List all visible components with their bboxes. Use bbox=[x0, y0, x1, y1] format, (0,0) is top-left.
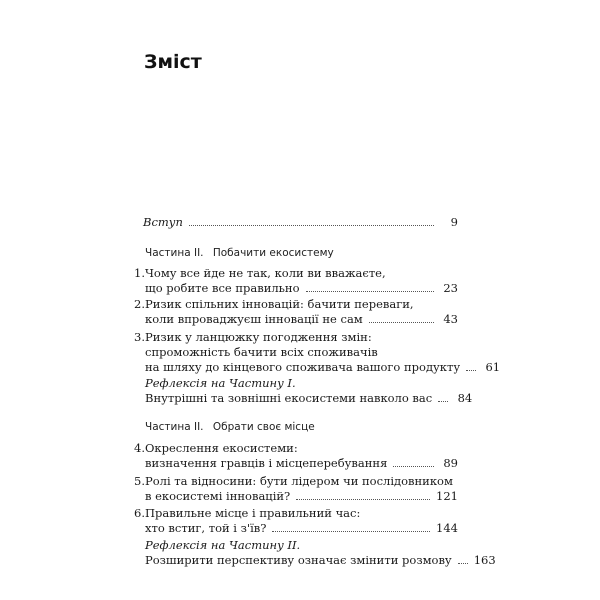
toc-entry-line: що робите все правильно bbox=[145, 281, 300, 295]
toc-entry-line: хто встиг, той і з'їв? bbox=[145, 521, 267, 535]
part-heading bbox=[145, 421, 315, 433]
toc-page-number: 61 bbox=[485, 360, 501, 374]
leader-dots bbox=[438, 401, 448, 402]
toc-entry-line: Ризик у ланцюжку погодження змін: bbox=[145, 330, 372, 344]
toc-page-number: 9 bbox=[450, 215, 458, 229]
leader-dots bbox=[458, 563, 468, 564]
leader-dots bbox=[189, 225, 434, 226]
part-title: Побачити екосистему bbox=[212, 247, 334, 259]
toc-entry-line: Розширити перспективу означає змінити розмову bbox=[145, 553, 452, 567]
part-heading bbox=[145, 247, 334, 259]
toc-entry-title: Вступ bbox=[143, 215, 183, 229]
toc-entry-line: спроможність бачити всіх споживачів bbox=[145, 345, 378, 359]
leader-dots bbox=[466, 370, 476, 371]
toc-page-number: 121 bbox=[436, 489, 458, 503]
toc-page-number: 144 bbox=[436, 521, 458, 535]
toc-page-number: 89 bbox=[443, 456, 458, 470]
toc-page-number: 23 bbox=[443, 281, 458, 295]
toc-entry-line: Чому все йде не так, коли ви вважаєте, bbox=[145, 266, 386, 280]
toc-entry-line: Ризик спільних інновацій: бачити переваги, bbox=[145, 297, 414, 311]
toc-page-number: 163 bbox=[473, 553, 496, 567]
toc-entry-number: 1. bbox=[134, 266, 145, 280]
toc-entry-number: 5. bbox=[134, 474, 145, 488]
part-title: Обрати своє місце bbox=[212, 421, 315, 433]
part-label: Частина ІІ. bbox=[145, 247, 204, 259]
toc-entry-line: Внутрішні та зовнішні екосистеми навколо вас bbox=[145, 391, 433, 405]
leader-dots bbox=[272, 531, 430, 532]
toc-entry-line: визначення гравців і місцеперебування bbox=[145, 456, 388, 470]
toc-entry-line: Рефлексія на Частину І. bbox=[145, 376, 296, 390]
leader-dots bbox=[369, 322, 434, 323]
toc-entry-line: Рефлексія на Частину ІІ. bbox=[145, 538, 301, 552]
leader-dots bbox=[393, 466, 434, 467]
toc-page-number: 43 bbox=[443, 312, 458, 326]
toc-entry-number: 3. bbox=[134, 330, 145, 344]
toc-entry-number: 4. bbox=[134, 441, 145, 455]
toc-entry-line: в екосистемі інновацій? bbox=[145, 489, 291, 503]
toc-entry-line: Правильне місце і правильний час: bbox=[145, 506, 361, 520]
toc-entry-number: 6. bbox=[134, 506, 145, 520]
toc-entry-line: коли впроваджуєш інновації не сам bbox=[145, 312, 363, 326]
toc-entry-line: Окреслення екосистеми: bbox=[145, 441, 298, 455]
part-label: Частина ІІ. bbox=[145, 421, 204, 433]
leader-dots bbox=[296, 499, 430, 500]
page-title: Зміст bbox=[144, 51, 202, 73]
toc-entry-line: на шляху до кінцевого споживача вашого продукту bbox=[145, 360, 461, 374]
toc-entry-number: 2. bbox=[134, 297, 145, 311]
leader-dots bbox=[306, 291, 434, 292]
toc-page-number: 84 bbox=[457, 391, 473, 405]
toc-entry-line: Ролі та відносини: бути лідером чи послідовником bbox=[145, 474, 453, 488]
